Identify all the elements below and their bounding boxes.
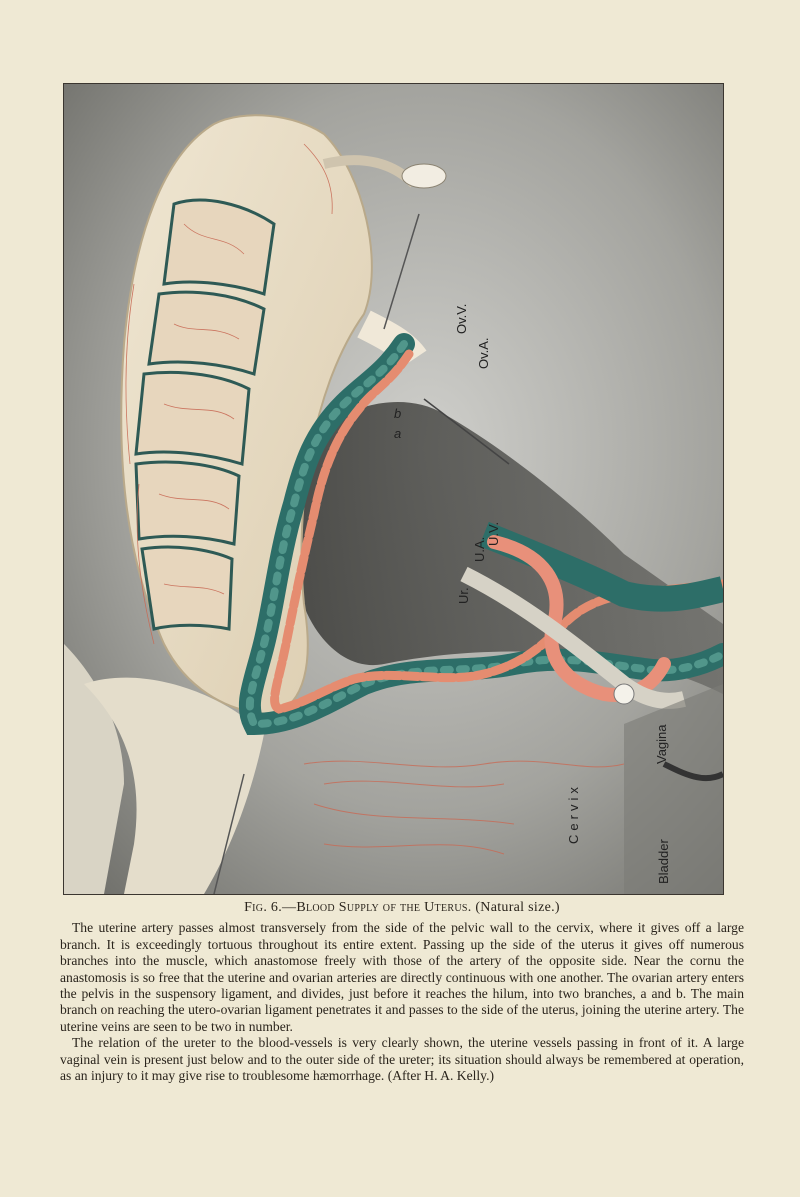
label-cervix: Cervix: [566, 783, 581, 844]
caption-paragraph-2: The relation of the ureter to the blood-vessels is very clearly shown, the uterine vessels passing in front of it. A large vaginal vein is present just below and to the outer side of the ureter; its situation should always be remembered at operation, as an injury to it may give rise to troublesome hæmorrhage. (After H. A. Kelly.): [60, 1035, 744, 1084]
anatomical-illustration: [63, 83, 724, 895]
caption-paragraph-1: The uterine artery passes almost transversely from the side of the pelvic wall to the cervix, where it gives off a large branch. It is exceedingly tortuous throughout its entire extent. Passing up the side of the uterus it gives off numerous branches into the muscle, which anastomose freely with those of the artery of the opposite side. Near the cornu the anastomosis is so free that the uterine and ovarian arteries are directly continuous with one another. The ovarian artery enters the pelvis in the suspensory ligament, and divides, just before it reaches the hilum, into two branches, a and b. The main branch on reaching the utero-ovarian ligament penetrates it and passes to the side of the uterus, joining the uterine artery. The uterine veins are seen to be two in number.: [60, 920, 744, 1034]
caption-fig-number: Fig. 6.: [244, 900, 283, 915]
label-bladder: Bladder: [656, 839, 671, 884]
label-uterine-artery: U.A.: [472, 536, 487, 562]
label-ovarian-vein: Ov.V.: [454, 303, 469, 334]
caption-fig-note: (Natural size.): [475, 900, 560, 915]
label-ovarian-artery: Ov.A.: [476, 337, 491, 369]
figure-caption: [60, 900, 744, 1084]
caption-title: [60, 900, 744, 916]
caption-fig-title: —Blood Supply of the Uterus.: [282, 900, 472, 915]
label-branch-b: b: [394, 406, 402, 421]
uterus-blood-supply-drawing: [64, 84, 723, 894]
label-branch-a: a: [394, 426, 402, 441]
label-vagina: Vagina: [654, 724, 669, 764]
label-uterine-vein: U.V.: [486, 521, 501, 546]
label-ureter: Ur.: [456, 587, 471, 604]
